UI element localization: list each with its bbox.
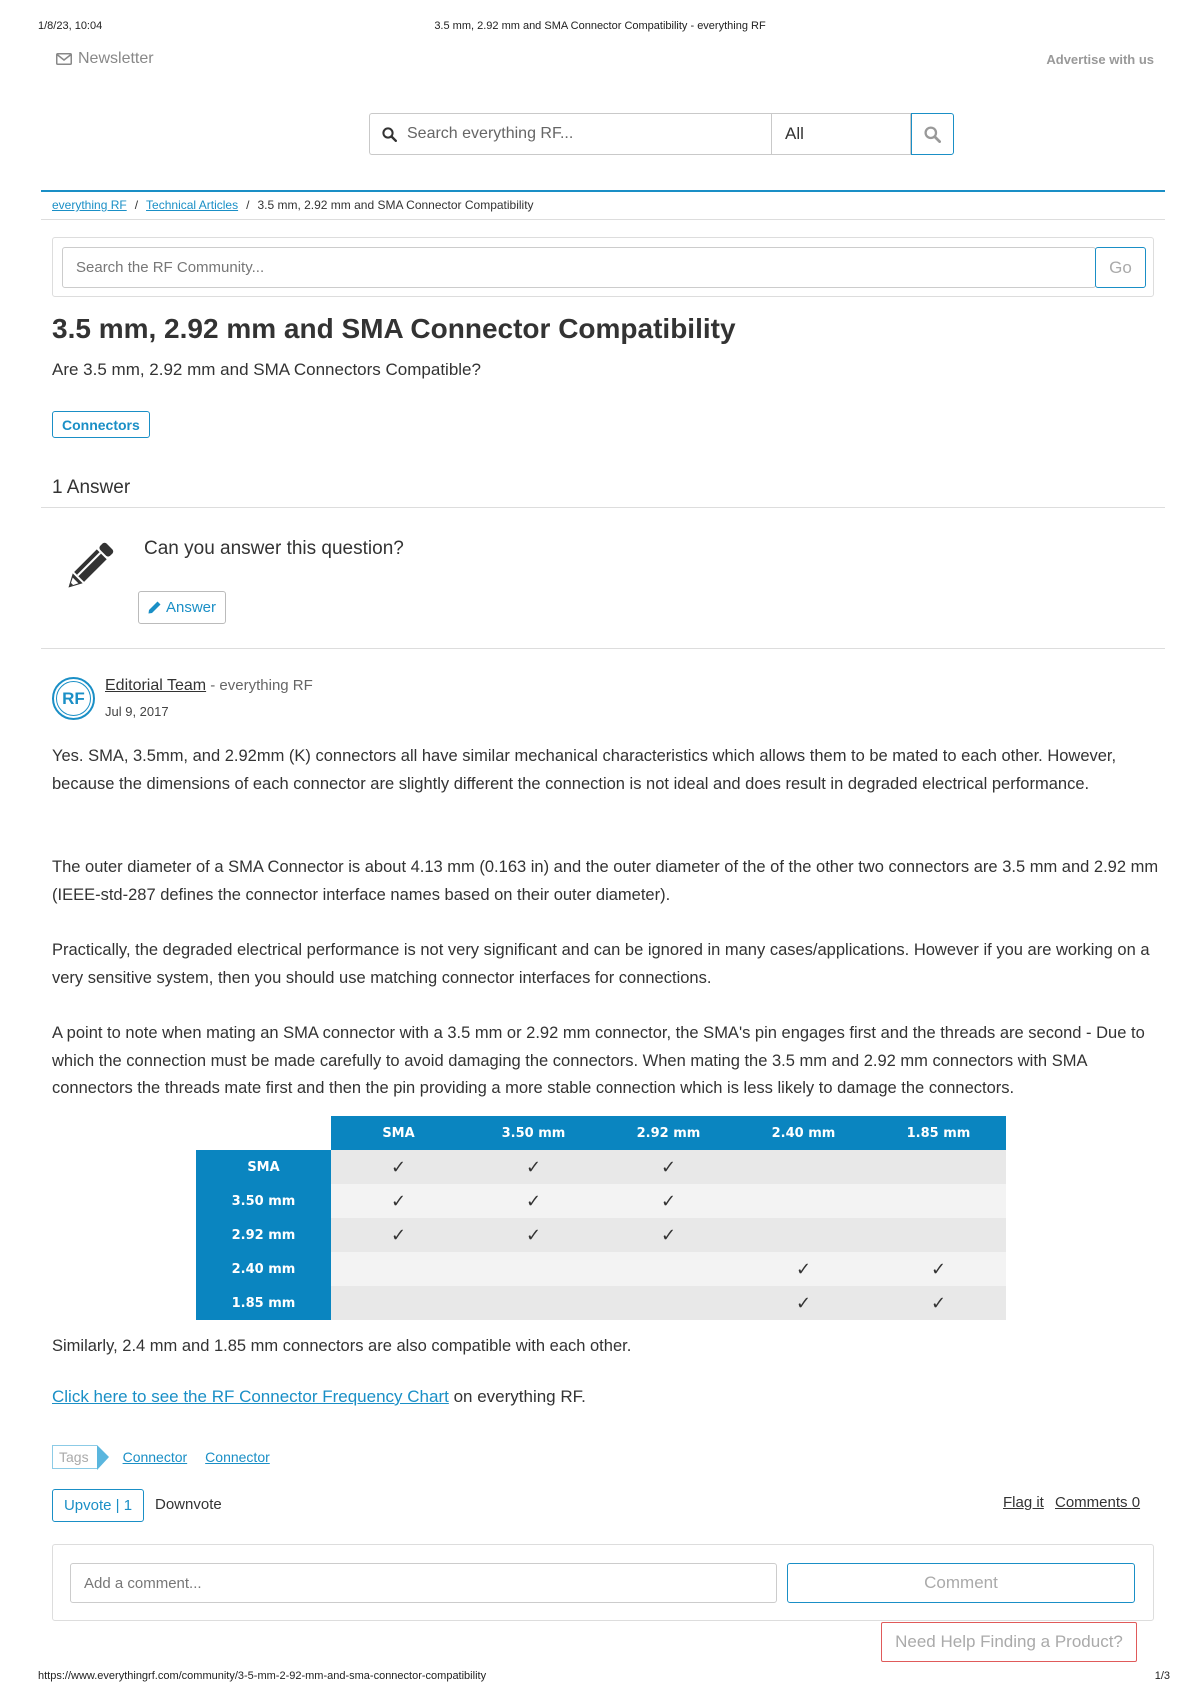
avatar — [52, 677, 95, 720]
table-row — [196, 1184, 1006, 1218]
tag-link[interactable]: Connector — [205, 1449, 270, 1465]
answers-divider — [41, 507, 1165, 508]
envelope-icon — [56, 53, 72, 65]
search-icon — [382, 127, 397, 142]
check-icon: ✓ — [601, 1150, 736, 1184]
check-icon: ✓ — [466, 1150, 601, 1184]
pencil-icon — [58, 536, 120, 598]
check-icon: ✓ — [331, 1150, 466, 1184]
table-cell-empty — [736, 1184, 871, 1218]
answer-paragraph: Yes. SMA, 3.5mm, and 2.92mm (K) connectors all have similar mechanical characteristics which allows them to be mated to each other. However, because the dimensions of each connector are slightly different the connection is not ideal and does result in degraded electrical performance. — [52, 747, 1117, 793]
answer-button[interactable] — [138, 591, 226, 624]
newsletter-link[interactable] — [56, 50, 154, 68]
table-cell-empty — [871, 1150, 1006, 1184]
breadcrumb-technical-articles[interactable]: Technical Articles — [146, 198, 239, 212]
print-page-title: 3.5 mm, 2.92 mm and SMA Connector Compatibility - everything RF — [434, 20, 766, 32]
breadcrumb-home[interactable]: everything RF — [52, 198, 127, 212]
flag-it-link[interactable]: Flag it — [1003, 1494, 1044, 1511]
breadcrumb-current: 3.5 mm, 2.92 mm and SMA Connector Compatibility — [257, 198, 534, 212]
breadcrumb-separator: / — [246, 198, 250, 212]
table-column-header: 1.85 mm — [871, 1116, 1006, 1150]
community-search-input[interactable]: Search the RF Community... — [62, 247, 1096, 288]
search-icon — [924, 126, 941, 143]
breadcrumb-divider — [41, 219, 1165, 220]
table-header-row — [196, 1116, 1006, 1150]
check-icon: ✓ — [466, 1218, 601, 1252]
comment-input[interactable]: Add a comment... — [70, 1563, 777, 1603]
table-cell-empty — [601, 1286, 736, 1320]
avatar-logo: RF — [56, 681, 91, 716]
category-tag[interactable]: Connectors — [52, 411, 150, 438]
table-row-header: 2.92 mm — [196, 1218, 331, 1252]
table-cell-empty — [331, 1286, 466, 1320]
table-row-header: 1.85 mm — [196, 1286, 331, 1320]
chart-link-line — [52, 1387, 586, 1407]
help-finding-product-button[interactable]: Need Help Finding a Product? — [881, 1622, 1137, 1662]
table-row — [196, 1252, 1006, 1286]
check-icon: ✓ — [331, 1184, 466, 1218]
header-divider — [41, 190, 1165, 192]
question-subtitle: Are 3.5 mm, 2.92 mm and SMA Connectors Compatible? — [52, 360, 481, 379]
table-cell-empty — [466, 1252, 601, 1286]
upvote-button[interactable]: Upvote | 1 — [52, 1489, 144, 1522]
author-name-link[interactable]: Editorial Team — [105, 677, 207, 694]
breadcrumb-separator: / — [134, 198, 139, 212]
tag-link[interactable]: Connector — [122, 1449, 188, 1465]
downvote-button[interactable]: Downvote — [155, 1496, 222, 1513]
answer-author — [105, 677, 313, 695]
check-icon: ✓ — [466, 1184, 601, 1218]
table-cell-empty — [736, 1150, 871, 1184]
print-page-number: 1/3 — [1154, 1670, 1170, 1682]
check-icon: ✓ — [601, 1218, 736, 1252]
site-search-input[interactable] — [369, 113, 771, 155]
answer-button-label: Answer — [165, 599, 217, 616]
table-row — [196, 1150, 1006, 1184]
question-title: 3.5 mm, 2.92 mm and SMA Connector Compatibility — [52, 313, 736, 344]
table-cell-empty — [331, 1252, 466, 1286]
answer-paragraph: A point to note when mating an SMA connector with a 3.5 mm or 2.92 mm connector, the SMA's pin engages first and the threads are second - Due to which the connection must be made carefully to avoid damaging the connectors. When mating the 3.5 mm and 2.92 mm connectors with SMA connectors the threads mate first and then the pin providing a more stable connection which is less likely to damage the connectors. — [52, 1024, 1145, 1097]
table-cell-empty — [871, 1218, 1006, 1252]
table-cell-empty — [466, 1286, 601, 1320]
comments-label: Comments — [1055, 1494, 1128, 1511]
check-icon: ✓ — [871, 1286, 1006, 1320]
check-icon: ✓ — [601, 1184, 736, 1218]
site-search-placeholder: Search everything RF... — [407, 125, 574, 142]
site-search-button[interactable] — [911, 113, 954, 155]
answer-paragraph: The outer diameter of a SMA Connector is about 4.13 mm (0.163 in) and the outer diameter of the of the other two connectors are 3.5 mm and 2.92 mm (IEEE-std-287 defines the connector interface names based on their outer diameter). — [52, 858, 1159, 904]
compatibility-table — [196, 1116, 1006, 1320]
table-column-header: 3.50 mm — [466, 1116, 601, 1150]
answer-paragraph: Practically, the degraded electrical performance is not very significant and can be ignored in many cases/applications. However if you are working on a very sensitive system, then you should use matching connector interfaces for connections. — [52, 941, 1150, 987]
table-row-header: 2.40 mm — [196, 1252, 331, 1286]
answer-date: Jul 9, 2017 — [105, 704, 169, 719]
check-icon: ✓ — [871, 1252, 1006, 1286]
search-scope-select[interactable]: All — [771, 113, 911, 155]
newsletter-label: Newsletter — [78, 50, 154, 67]
answer-prompt-text: Can you answer this question? — [144, 538, 404, 559]
table-row-header: SMA — [196, 1150, 331, 1184]
chart-link-suffix: on everything RF. — [448, 1387, 586, 1406]
table-column-header: 2.40 mm — [736, 1116, 871, 1150]
frequency-chart-link[interactable]: Click here to see the RF Connector Frequency Chart — [52, 1387, 449, 1406]
site-search — [369, 113, 954, 155]
tags-row — [52, 1445, 270, 1469]
pencil-icon — [148, 601, 161, 614]
after-table-text: Similarly, 2.4 mm and 1.85 mm connectors are also compatible with each other. — [52, 1337, 632, 1355]
prompt-divider — [41, 648, 1165, 649]
table-cell-empty — [736, 1218, 871, 1252]
check-icon: ✓ — [331, 1218, 466, 1252]
advertise-link[interactable]: Advertise with us — [1046, 52, 1154, 67]
community-search-go-button[interactable]: Go — [1095, 247, 1146, 288]
tags-label: Tags — [52, 1445, 97, 1469]
comments-count: 0 — [1131, 1494, 1141, 1511]
check-icon: ✓ — [736, 1286, 871, 1320]
table-row — [196, 1218, 1006, 1252]
table-cell-empty — [601, 1252, 736, 1286]
table-row-header: 3.50 mm — [196, 1184, 331, 1218]
table-row — [196, 1286, 1006, 1320]
table-column-header: 2.92 mm — [601, 1116, 736, 1150]
breadcrumb — [52, 198, 534, 212]
print-datetime: 1/8/23, 10:04 — [38, 20, 103, 32]
check-icon: ✓ — [736, 1252, 871, 1286]
comments-link[interactable] — [1055, 1494, 1140, 1511]
answers-count: 1 Answer — [52, 477, 131, 498]
author-org: - everything RF — [206, 677, 313, 694]
print-url: https://www.everythingrf.com/community/3-5-mm-2-92-mm-and-sma-connector-compatibility — [38, 1670, 487, 1682]
table-column-header: SMA — [331, 1116, 466, 1150]
table-cell-empty — [871, 1184, 1006, 1218]
comment-button[interactable]: Comment — [787, 1563, 1135, 1603]
table-corner — [196, 1116, 331, 1150]
